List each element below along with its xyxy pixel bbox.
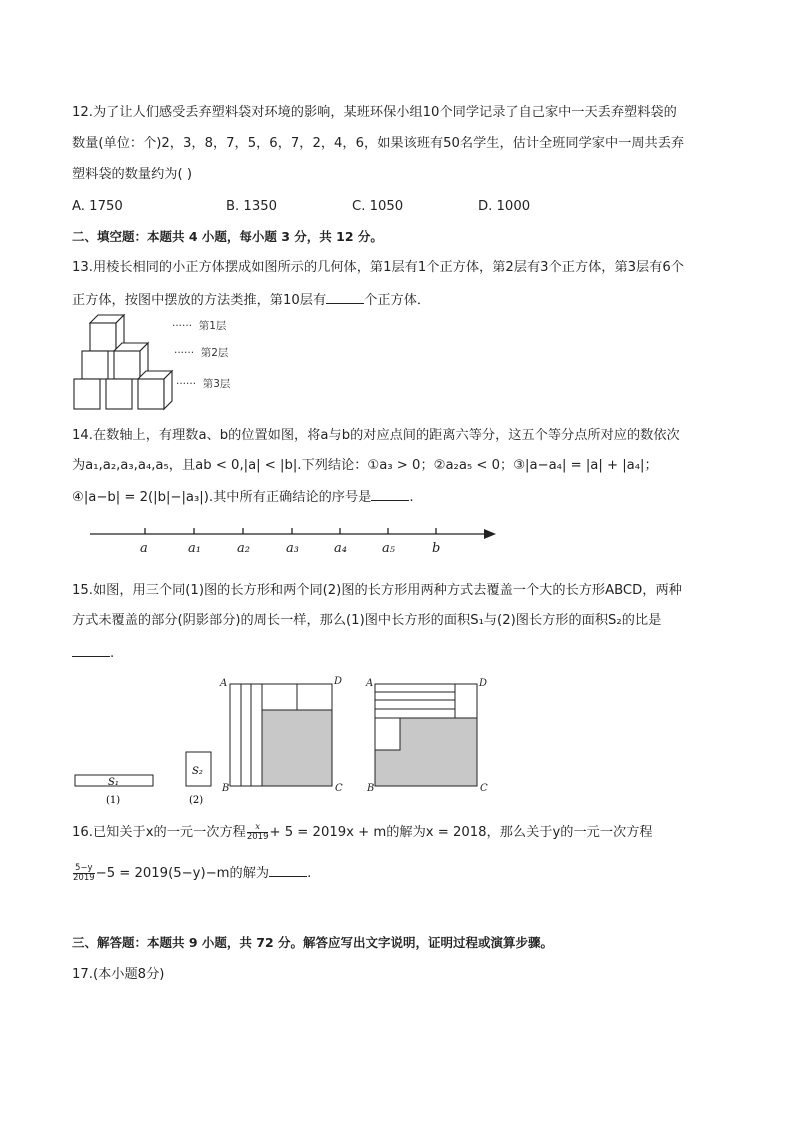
s2-label: S₂ (192, 766, 203, 777)
q14-number-line (86, 520, 500, 560)
q14-line3-end: . (409, 490, 414, 505)
q14-line2: 为a₁,a₂,a₃,a₄,a₅，且ab < 0,|a| < |b|.下列结论：①a₃ > 0；②a₂a₅ < 0；③|a−a₄| = |a| + |a₄|； (72, 458, 658, 473)
right-rect-A: A (366, 678, 374, 689)
q12-choice-c[interactable]: C. 1050 (352, 199, 404, 214)
q14-line3 (72, 489, 414, 504)
q16-frac2: $\frac{5-y}{2019}$ (73, 862, 95, 883)
axis-label-a3: a₃ (286, 541, 299, 556)
q12-choice-d[interactable]: D. 1000 (478, 199, 531, 214)
axis-label-a: a (140, 541, 148, 556)
left-rect-B: B (222, 783, 230, 794)
q13-line2 (72, 292, 430, 307)
q16-line2-text: −5 = 2019(5−y)−m的解为 (95, 866, 270, 881)
q16-line1 (72, 822, 653, 844)
q13-line2-text: 正方体，按图中摆放的方法类推，第10层有 (72, 293, 327, 308)
s1-label: S₁ (108, 777, 119, 788)
q15-answer-blank[interactable] (72, 645, 110, 657)
fig1-caption: (1) (106, 795, 121, 806)
axis-label-b: b (432, 541, 441, 556)
q13-layer1-label: ······ 第1层 (172, 320, 227, 332)
q12-line3: 塑料袋的数量约为( ) (72, 167, 192, 182)
section-2-heading: 二、填空题：本题共 4 小题，每小题 3 分，共 12 分。 (72, 229, 383, 244)
q17-heading: 17.(本小题8分) (72, 967, 165, 982)
q16-frac1: $\frac{x}{2019}$ (246, 821, 269, 842)
q16-answer-blank[interactable] (269, 865, 307, 877)
left-rect-C: C (335, 783, 343, 794)
right-rect-C: C (480, 783, 488, 794)
q14-line1: 14.在数轴上，有理数a、b的位置如图，将a与b的对应点间的距离六等分，这五个等分点所对应的数依次 (72, 428, 680, 443)
left-rect-A: A (220, 678, 228, 689)
axis-label-a2: a₂ (237, 541, 250, 556)
axis-label-a5: a₅ (382, 541, 395, 556)
q13-cube-figure (70, 312, 180, 416)
q16-line2-end: . (307, 866, 312, 881)
q15-line2: 方式未覆盖的部分(阴影部分)的周长一样，那么(1)图中长方形的面积S₁与(2)图长方形的面积S₂的比是 (72, 613, 662, 628)
q16-line1-rest: + 5 = 2019x + m的解为x = 2018，那么关于y的一元一次方程 (269, 825, 653, 840)
q16-line2 (72, 862, 311, 886)
section-3-heading: 三、解答题：本题共 9 小题，共 72 分。解答应写出文字说明，证明过程或演算步骤。 (72, 935, 554, 950)
q15-line1: 15.如图，用三个同(1)图的长方形和两个同(2)图的长方形用两种方式去覆盖一个大的长方形ABCD，两种 (72, 583, 682, 598)
q15-line3 (72, 645, 114, 660)
right-rect-B: B (367, 783, 375, 794)
q13-layer3-label: ······ 第3层 (176, 378, 231, 390)
q14-answer-blank[interactable] (371, 489, 409, 501)
q13-line1: 13.用棱长相同的小正方体摆成如图所示的几何体，第1层有1个正方体，第2层有3个正方体，第3层有6个 (72, 260, 684, 275)
q13-answer-blank[interactable] (326, 292, 364, 304)
q12-choice-a[interactable]: A. 1750 (72, 199, 123, 214)
axis-label-a4: a₄ (334, 541, 347, 556)
q12-line2: 数量(单位：个)2，3，8，7，5，6，7，2，4，6，如果该班有50名学生，估计全班同学家中一周共丢弃 (72, 136, 685, 151)
q12-line1: 12.为了让人们感受丢弃塑料袋对环境的影响，某班环保小组10个同学记录了自己家中一天丢弃塑料袋的 (72, 105, 677, 120)
q13-line2-end: 个正方体． (364, 293, 431, 308)
q14-line3-text: ④|a−b| = 2(|b|−|a₃|).其中所有正确结论的序号是 (72, 490, 372, 505)
q15-line3-end: . (110, 646, 115, 661)
left-rect-D: D (334, 676, 343, 687)
q12-choice-b[interactable]: B. 1350 (226, 199, 277, 214)
q15-figure (70, 672, 500, 812)
axis-label-a1: a₁ (188, 541, 201, 556)
right-rect-D: D (479, 678, 488, 689)
fig2-caption: (2) (189, 795, 204, 806)
q13-layer2-label: ······ 第2层 (174, 347, 229, 359)
q16-line1-text: 16.已知关于x的一元一次方程 (72, 825, 246, 840)
